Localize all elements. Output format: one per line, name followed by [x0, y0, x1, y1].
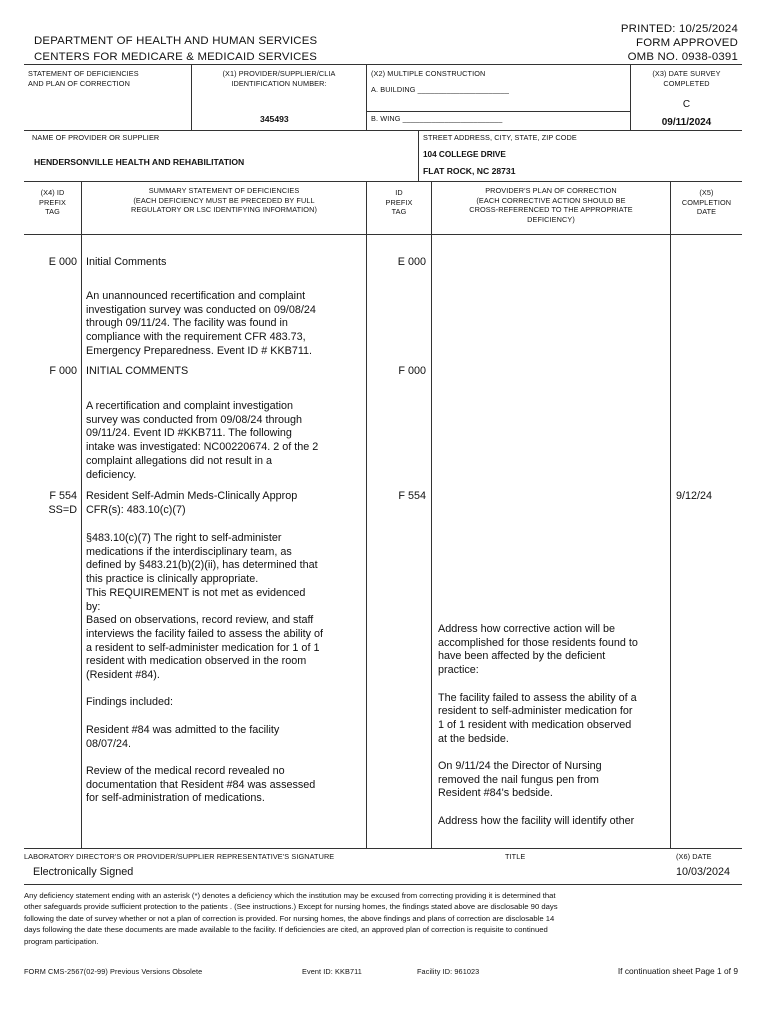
- x2-wing: B. WING ________________________: [371, 114, 503, 123]
- dept-line-1: DEPARTMENT OF HEALTH AND HUMAN SERVICES: [34, 35, 318, 47]
- f000-tag: F 000: [49, 365, 77, 377]
- e000-tag: E 000: [48, 256, 77, 268]
- form-number: FORM CMS-2567(02-99) Previous Versions Obsolete: [24, 967, 203, 976]
- grid-v-date: [670, 181, 671, 848]
- grid-top-line: [24, 64, 742, 65]
- col-plan-header: PROVIDER'S PLAN OF CORRECTION (EACH CORRECTIVE ACTION SHOULD BE CROSS-REFERENCED TO THE APPROPRIATE DEFICIENCY): [469, 186, 633, 224]
- provider-id-number: 345493: [260, 114, 289, 124]
- col-x5-header: (X5) COMPLETION DATE: [681, 188, 732, 216]
- grid-v-tag: [81, 181, 82, 848]
- f554-cfr: CFR(s): 483.10(c)(7): [86, 504, 186, 516]
- grid-v-address: [418, 130, 419, 181]
- grid-v-id: [366, 181, 367, 848]
- col-x4-header: (X4) ID PREFIX TAG: [39, 188, 66, 216]
- grid-line-columns: [24, 181, 742, 182]
- provider-name: HENDERSONVILLE HEALTH AND REHABILITATION: [34, 157, 245, 167]
- event-id: Event ID: KKB711: [302, 967, 362, 976]
- address-street: 104 COLLEGE DRIVE: [423, 150, 506, 159]
- grid-line-signature: [24, 848, 742, 849]
- signature-date-label: (X6) DATE: [676, 852, 712, 861]
- x3-letter: C: [682, 99, 691, 110]
- page-indicator: If continuation sheet Page 1 of 9: [617, 966, 738, 976]
- f000-id: F 000: [398, 365, 426, 377]
- f554-completion-date: 9/12/24: [676, 490, 713, 502]
- signature-date: 10/03/2024: [676, 866, 731, 878]
- signature-value: Electronically Signed: [33, 866, 134, 878]
- survey-completed-date: 09/11/2024: [661, 117, 712, 128]
- grid-v-x2: [366, 64, 367, 130]
- omb-number: OMB NO. 0938-0391: [627, 51, 738, 63]
- statement-label: STATEMENT OF DEFICIENCIES AND PLAN OF CORRECTION: [28, 69, 139, 88]
- title-label: TITLE: [505, 852, 526, 861]
- signature-label: LABORATORY DIRECTOR'S OR PROVIDER/SUPPLIER REPRESENTATIVE'S SIGNATURE: [24, 852, 335, 861]
- x2-label: (X2) MULTIPLE CONSTRUCTION: [371, 69, 486, 78]
- f000-text: A recertification and complaint investigation survey was conducted from 09/08/24 through 09/11/24. Event ID #KKB711. The following intake was investigated: NC00220674. 2 of the 2 complaint allegations did not result in a deficiency.: [86, 400, 319, 481]
- grid-line-wing: [366, 111, 630, 112]
- provider-name-label: NAME OF PROVIDER OR SUPPLIER: [32, 133, 160, 142]
- printed-date: PRINTED: 10/25/2024: [620, 23, 738, 35]
- address-city: FLAT ROCK, NC 28731: [423, 166, 516, 176]
- f554-tag: F 554: [49, 490, 77, 502]
- f554-text: §483.10(c)(7) The right to self-administer medications if the interdisciplinary team, as defined by §483.21(b)(2)(ii), has determined that this practice is clinically appropriate. This REQUIREMENT is not met as evidenced by: Based on observations, record review, and staff interviews the facility failed to assess the ability of a resident to self-administer medication for 1 of 1 resident with medication observed in the room (Resident #84). Findings included: Resident #84 was admitted to the facility 08/07/24. Review of the medical record revealed no documentation that Resident #84 was assessed for self-administration of medications.: [86, 532, 324, 805]
- f554-id: F 554: [398, 490, 426, 502]
- address-label: STREET ADDRESS, CITY, STATE, ZIP CODE: [423, 133, 577, 142]
- col-summary-header: SUMMARY STATEMENT OF DEFICIENCIES (EACH DEFICIENCY MUST BE PRECEDED BY FULL REGULATORY OR LSC IDENTIFYING INFORMATION): [131, 186, 317, 214]
- x2-building: A. BUILDING ______________________: [371, 85, 510, 94]
- grid-line-body: [24, 234, 742, 235]
- e000-title: Initial Comments: [86, 256, 167, 268]
- grid-line-provider: [24, 130, 742, 131]
- form-approved: FORM APPROVED: [636, 37, 738, 49]
- f554-scope-severity: SS=D: [48, 504, 77, 516]
- e000-id: E 000: [397, 256, 426, 268]
- plan-of-correction-text: Address how corrective action will be accomplished for those residents found to have been affected by the deficient practice: The facility failed to assess the ability of a resident to self-administer medication for 1 of 1 resident with medication observed at the bedside. On 9/11/24 the Director of Nursing removed the nail fungus pen from Resident #84's bedside. Address how the facility will identify other: [438, 623, 638, 827]
- x3-label: (X3) DATE SURVEY COMPLETED: [652, 69, 721, 88]
- facility-id: Facility ID: 961023: [417, 967, 480, 976]
- e000-text: An unannounced recertification and complaint investigation survey was conducted on 09/08/24 through 09/11/24. The facility was found in compliance with the requirement CFR 483.73, Emergency Preparedness. Event ID # KKB711.: [86, 290, 316, 357]
- dept-line-2: CENTERS FOR MEDICARE & MEDICAID SERVICES: [34, 51, 318, 63]
- col-id-header: ID PREFIX TAG: [385, 188, 413, 216]
- disclaimer-text: Any deficiency statement ending with an asterisk (*) denotes a deficiency which the institution may be excused from correcting providing it is determined that other safeguards provide sufficient protection to the patients . (See instructions.) Except for nursing homes, the findings stated above are disclosable 90 days following the date of survey whether or not a plan of correction is provided. For nursing homes, the above findings and plans of correction are disclosable 14 days following the date these documents are made available to the facility. If deficiencies are cited, an approved plan of correction is requisite to continued program participation.: [24, 891, 558, 946]
- grid-v-plan: [431, 181, 432, 848]
- grid-line-disclaimer: [24, 884, 742, 885]
- f554-title: Resident Self-Admin Meds-Clinically Approp: [86, 490, 298, 502]
- f000-title: INITIAL COMMENTS: [86, 365, 189, 377]
- x1-label: (X1) PROVIDER/SUPPLIER/CLIA IDENTIFICATION NUMBER:: [222, 69, 336, 88]
